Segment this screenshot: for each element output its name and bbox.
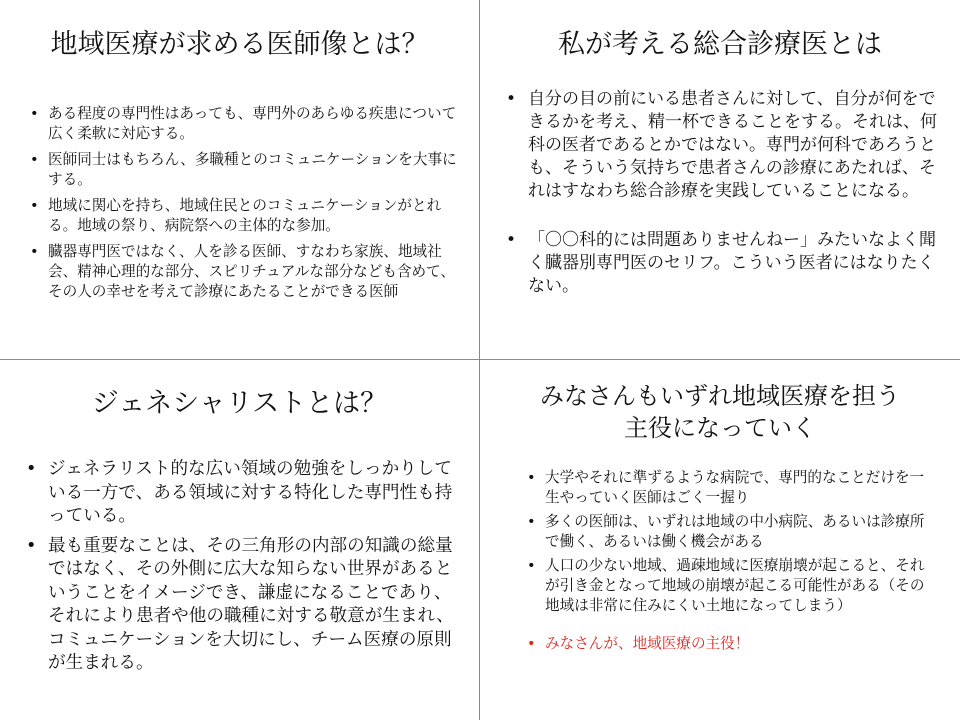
bullet-list: [528, 88, 938, 324]
bullet-list: [48, 458, 460, 682]
bullet-item: • ある程度の専門性はあっても、専門外のあらゆる疾患について広く柔軟に対応する。: [48, 104, 458, 144]
panel-title: ジェネシャリストとは？: [91, 388, 388, 419]
panel-title: 私が考える総合診療医とは: [558, 29, 882, 60]
bullet-item: • 大学やそれに準ずるような病院で、専門的なことだけを一生やっていく医師はごく一握り: [545, 468, 925, 508]
bullet-item: • 多くの医師は、いずれは地域の中小病院、あるいは診療所で働く、あるいは働く機会がある: [545, 512, 925, 552]
highlight-bullet: • みなさんが、地域医療の主役！: [545, 634, 925, 654]
vertical-divider: [479, 0, 480, 720]
panel-title-line: みなさんもいずれ地域医療を担う: [540, 382, 900, 410]
bullet-item: • 「〇〇科的には問題ありませんねー」みたいなよく聞く臓器別専門医のセリフ。こういう医者にはなりたくない。: [528, 229, 938, 298]
bullet-item: • 最も重要なことは、その三角形の内部の知識の総量ではなく、その外側に広大な知らない世界があるということをイメージでき、謙虚になることであり、それにより患者や他の職種に対する敬意が生まれ、コミュニケーションを大切にし、チーム医療の原則が生まれる。: [48, 535, 460, 676]
horizontal-divider: [0, 359, 960, 360]
bullet-item: • 医師同士はもちろん、多職種とのコミュニケーションを大事にする。: [48, 150, 458, 190]
bullet-item: • 地域に関心を持ち、地域住民とのコミュニケーションがとれる。地域の祭り、病院祭への主体的な参加。: [48, 196, 458, 236]
panel-title-line: 主役になっていく: [624, 414, 816, 442]
bullet-list: [545, 468, 925, 658]
bullet-item: • 臓器専門医ではなく、人を診る医師、すなわち家族、地域社会、精神心理的な部分、スピリチュアルな部分なども含めて、その人の幸せを考えて診療にあたることができる医師: [48, 242, 458, 302]
panel-title: 地域医療が求める医師像とは？: [50, 29, 429, 60]
bullet-item: • 自分の目の前にいる患者さんに対して、自分が何をできるかを考え、精一杯できることをする。それは、何科の医者であるとかではない。専門が何科であろうとも、そういう気持ちで患者さんの診療にあたれば、それはすなわち総合診療を実践していることになる。: [528, 88, 938, 203]
bullet-item: • ジェネラリスト的な広い領域の勉強をしっかりしている一方で、ある領域に対する特化した専門性も持っている。: [48, 458, 460, 529]
bullet-item: • 人口の少ない地域、過疎地域に医療崩壊が起こると、それが引き金となって地域の崩壊が起こる可能性がある（その地域は非常に住みにくい土地になってしまう）: [545, 556, 925, 616]
bullet-list: [48, 104, 458, 308]
panel-title: [480, 380, 960, 444]
